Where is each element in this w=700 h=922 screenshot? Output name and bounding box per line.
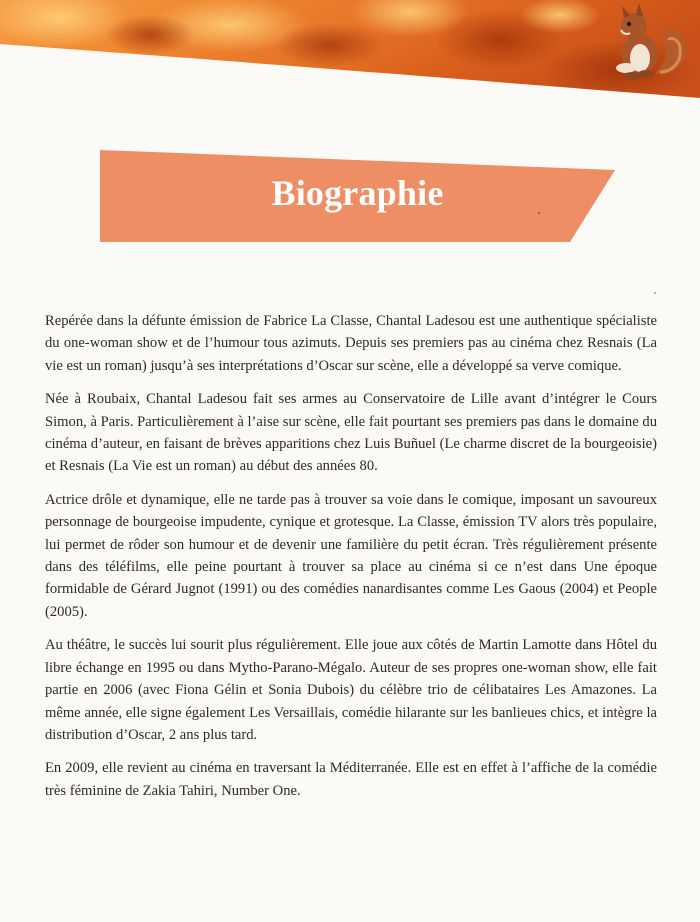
speck-dot: [654, 292, 656, 294]
bio-paragraph: Repérée dans la défunte émission de Fabrice La Classe, Chantal Ladesou est une authentique spécialiste du one-woman show et de l’humour tous azimuts. Depuis ses premiers pas au cinéma chez Resnais (La vie est un roman) jusqu’à ses interprétations d’Oscar sur scène, elle a développé sa verve comique.: [45, 313, 657, 374]
bio-paragraph: Au théâtre, le succès lui sourit plus régulièrement. Elle joue aux côtés de Martin Lamotte dans Hôtel du libre échange en 1995 ou dans Mytho-Parano-Mégalo. Auteur de ses propres one-woman show, elle fait partie en 2006 (avec Fiona Gélin et Sonia Dubois) du célèbre trio de célibataires Les Amazones. La même année, elle signe également Les Versaillais, comédie hilarante sur les banlieues chics, et intègre la distribution d’Oscar, 2 ans plus tard.: [45, 637, 657, 743]
section-title-banner: [100, 150, 615, 242]
bio-paragraph: Née à Roubaix, Chantal Ladesou fait ses armes au Conservatoire de Lille avant d’intégrer le Cours Simon, à Paris. Particulièrement à l’aise sur scène, elle fait pourtant ses premiers pas dans le domaine du cinéma d’auteur, en faisant de brèves apparitions chez Luis Buñuel (Le charme discret de la bourgeoisie) et Resnais (La Vie est un roman) au début des années 80.: [45, 391, 657, 475]
bio-paragraph: Actrice drôle et dynamique, elle ne tarde pas à trouver sa voie dans le comique, imposant un savoureux personnage de bourgeoise impudente, cynique et grotesque. La Classe, émission TV alors très populaire, lui permet de rôder son humour et de devenir une familière du petit écran. Très régulièrement présente dans des téléfilms, elle peine pourtant à trouver sa place au cinéma si ce n’est dans Une époque formidable de Gérard Jugnot (1991) ou des comédies nanardisantes comme Les Gaous (2004) et People (2005).: [45, 491, 657, 620]
speck-dot: [538, 212, 540, 214]
page-title: Biographie: [271, 173, 444, 213]
header-autumn-band: [0, 0, 700, 110]
bio-paragraph: En 2009, elle revient au cinéma en traversant la Méditerranée. Elle est en effet à l’affiche de la comédie très féminine de Zakia Tahiri, Number One.: [45, 760, 657, 799]
autumn-foliage-image: [0, 0, 700, 110]
biography-text: [45, 310, 657, 813]
squirrel-icon: [606, 2, 690, 80]
